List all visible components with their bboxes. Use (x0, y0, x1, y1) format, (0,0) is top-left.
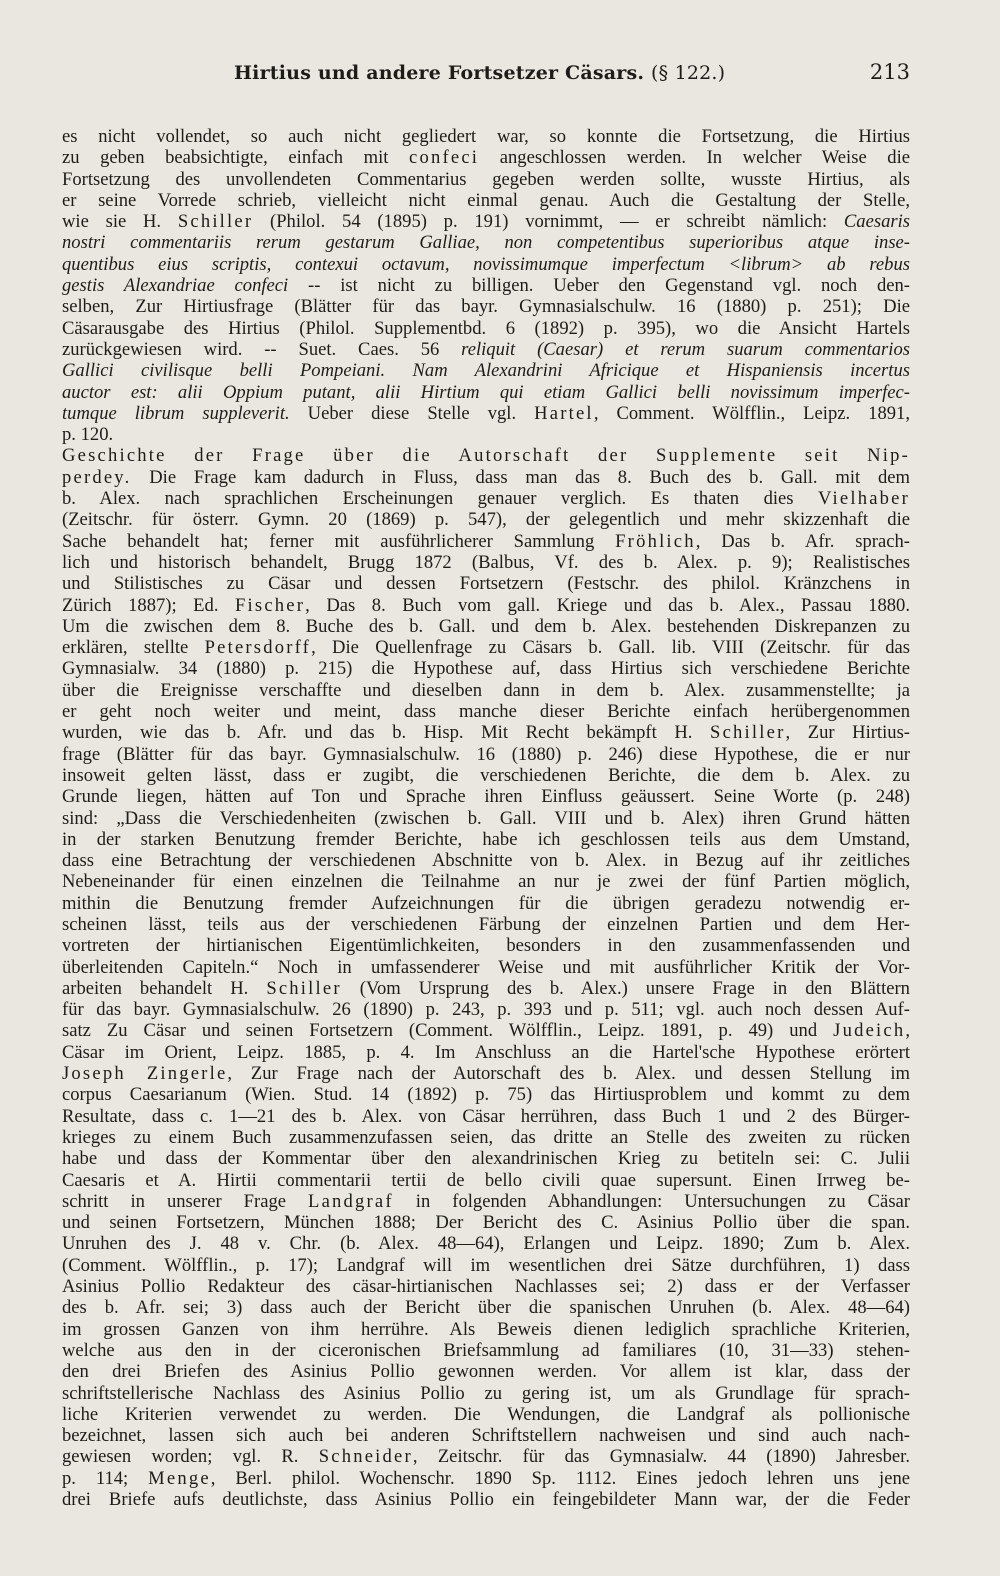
italic-text: nostri commentariis rerum gestarum Galliae, non competentibus superioribus atque inse- (62, 232, 910, 254)
text-segment: Cäsarausgabe des Hirtius (Philol. Supplementbd. 6 (1892) p. 395), wo die Ansicht Hartels (62, 317, 910, 339)
text-segment: lich und historisch behandelt, Brugg 1872 (Balbus, Vf. des b. Alex. p. 9); Realistisches (62, 551, 910, 573)
text-segment: welche aus den in der ciceronischen Briefsammlung ad familiares (10, 31—33) stehen- (62, 1339, 910, 1361)
text-line (62, 232, 910, 253)
text-line (62, 1170, 910, 1191)
text-line (62, 445, 910, 466)
text-line (62, 1148, 910, 1169)
text-segment: , Zur Hirtius- (785, 722, 910, 744)
text-segment: und Stilistisches zu Cäsar und dessen Fortsetzern (Festschr. des philol. Kränzchens in (62, 573, 910, 595)
text-segment: p. 114; (62, 1467, 149, 1489)
text-line (62, 360, 910, 381)
text-line (62, 808, 910, 829)
text-line (62, 680, 910, 701)
text-line (62, 147, 910, 168)
text-segment: Fortsetzung des unvollendeten Commentarius gegeben werden sollte, wusste Hirtius, als (62, 168, 910, 190)
text-line (62, 552, 910, 573)
text-segment: satz Zu Cäsar und seinen Fortsetzern (Comment. Wölfflin., Leipz. 1891, p. 49) und (62, 1020, 834, 1042)
text-segment: scheinen lässt, teils aus der verschiedenen Färbung der einzelnen Partien und dem Her- (62, 913, 910, 935)
text-line (62, 254, 910, 275)
text-segment: (Comment. Wölfflin., p. 17); Landgraf will im wesentlichen drei Sätze durchführen, 1) dass (62, 1254, 910, 1276)
text-line (62, 765, 910, 786)
spaced-name: Schiller (266, 977, 342, 999)
text-segment: sind: „Dass die Verschiedenheiten (zwischen b. Gall. VIII und b. Alex) ihren Grund hätten (62, 807, 910, 829)
text-segment: schriftstellerische Nachlass des Asinius Pollio zu gering ist, um als Grundlage für sprach- (62, 1382, 910, 1404)
text-segment: es nicht vollendet, so auch nicht gegliedert war, so konnte die Fortsetzung, die Hirtius (62, 126, 910, 147)
text-line (62, 1255, 910, 1276)
italic-text: Gallici civilisque belli Pompeiani. Nam Alexandrini Africique et Hispaniensis incertus (62, 360, 910, 382)
text-line (62, 1084, 910, 1105)
text-segment: frage (Blätter für das bayr. Gymnasialschulw. 16 (1880) p. 246) diese Hypothese, die er nur (62, 743, 910, 765)
text-segment: Um die zwischen dem 8. Buche des b. Gall. und dem b. Alex. bestehenden Diskrepanzen zu (62, 615, 910, 637)
body-text (62, 126, 910, 1510)
text-segment: bezeichnet, lassen sich auch bei anderen Schriftstellern nachweisen und sind auch nach- (62, 1425, 910, 1447)
spaced-name: Fischer (235, 594, 306, 616)
spaced-name: Schiller (177, 211, 254, 233)
text-line (62, 339, 910, 360)
text-segment: für das bayr. Gymnasialschulw. 26 (1890) p. 243, p. 393 und p. 511; vgl. auch noch dessen Auf- (62, 999, 910, 1021)
text-line (62, 637, 910, 658)
text-segment: im grossen Ganzen von ihm herrühre. Als Beweis dienen lediglich sprachliche Kriterien, (62, 1318, 910, 1340)
text-line (62, 275, 910, 296)
spaced-name: Landgraf (308, 1190, 394, 1212)
spaced-name: Schneider (318, 1446, 413, 1468)
text-line (62, 1297, 910, 1318)
text-segment: Gymnasialw. 34 (1880) p. 215) die Hypothese auf, dass Hirtius sich verschiedene Berichte (62, 658, 910, 680)
text-line (62, 1191, 910, 1212)
text-segment: dass eine Betrachtung der verschiedenen Abschnitte von b. Alex. in Bezug auf ihr zeitliches (62, 850, 910, 872)
text-segment: insoweit gelten lässt, dass er zugibt, die verschiedenen Berichte, die dem b. Alex. zu (62, 764, 910, 786)
text-line (62, 978, 910, 999)
text-segment: (Vom Ursprung des b. Alex.) unsere Frage in den Blättern (341, 977, 910, 999)
text-segment: Grunde liegen, hätten auf Ton und Sprache ihren Einfluss geäussert. Seine Worte (p. 248) (62, 786, 910, 808)
text-line (62, 871, 910, 892)
text-segment: selben, Zur Hirtiusfrage (Blätter für das bayr. Gymnasialschulw. 16 (1880) p. 251); Die (62, 296, 910, 318)
text-line (62, 126, 910, 147)
text-segment: b. Alex. nach sprachlichen Erscheinungen genauer verglich. Es thaten dies (62, 488, 818, 510)
spaced-name: Geschichte der Frage über die Autorschaft der Supplemente seit Nip- (62, 445, 910, 467)
italic-text: quentibus eius scriptis, contexui octavum, novissimumque imperfectum <librum> ab rebus (62, 253, 910, 275)
text-line (62, 1425, 910, 1446)
text-line (62, 1489, 910, 1510)
page-header (66, 62, 910, 92)
italic-text: gestis Alexandriae confeci (62, 275, 289, 297)
text-segment: drei Briefe aufs deutlichste, dass Asinius Pollio ein feingebildeter Mann war, der die Feder (62, 1489, 910, 1510)
text-line (62, 573, 910, 594)
section-reference: (§ 122.) (651, 62, 726, 84)
text-segment: corpus Caesarianum (Wien. Stud. 14 (1892) p. 75) das Hirtiusproblem und kommt zu dem (62, 1084, 910, 1106)
text-line (62, 403, 910, 424)
text-segment: in der starken Benutzung fremder Berichte, habe ich geschlossen teils aus dem Umstand, (62, 828, 910, 850)
text-segment: überleitenden Capiteln.“ Noch in umfassenderer Weise und mit ausführlicher Kritik der Vor- (62, 956, 910, 978)
text-line (62, 1446, 910, 1467)
text-segment: , Berl. philol. Wochenschr. 1890 Sp. 1112. Eines jedoch lehren uns jene (210, 1467, 911, 1489)
spaced-name: Petersdorff (204, 637, 312, 659)
text-segment: zu geben beabsichtigte, einfach mit (62, 147, 410, 169)
text-segment: den drei Briefen des Asinius Pollio gewonnen werden. Vor allem ist klar, dass der (62, 1361, 910, 1383)
spaced-name: Schiller (710, 722, 786, 744)
text-segment: Unruhen des J. 48 v. Chr. (b. Alex. 48—64), Erlangen und Leipz. 1890; Zum b. Alex. (62, 1233, 910, 1255)
text-line (62, 1383, 910, 1404)
italic-text: Caesaris (843, 211, 911, 233)
text-segment: , Das b. Afr. sprach- (695, 530, 910, 552)
text-line (62, 786, 910, 807)
text-line (62, 190, 910, 211)
spaced-name: Hartel (534, 402, 594, 424)
text-segment: , Zeitschr. für das Gymnasialw. 44 (1890) Jahresber. (412, 1446, 910, 1468)
text-line (62, 893, 910, 914)
text-segment: , Das 8. Buch vom gall. Kriege und das b. Alex., Passau 1880. (305, 594, 910, 616)
text-line (62, 169, 910, 190)
text-segment: gewiesen worden; vgl. R. (62, 1446, 319, 1468)
spaced-name: Fröhlich (615, 530, 696, 552)
text-segment: , Die Quellenfrage zu Cäsars b. Gall. lib. VIII (Zeitschr. für das (311, 637, 910, 659)
text-segment: Resultate, dass c. 1—21 des b. Alex. von Cäsar herrühren, dass Buch 1 und 2 des Bürger- (62, 1105, 910, 1127)
text-segment: , (905, 1020, 910, 1042)
text-segment: Nebeneinander für einen einzelnen die Teilnahme an nur je zwei der fünf Partien möglich, (62, 871, 910, 893)
text-line (62, 1042, 910, 1063)
text-line (62, 488, 910, 509)
text-line (62, 1340, 910, 1361)
text-line (62, 1404, 910, 1425)
text-segment: Cäsar im Orient, Leipz. 1885, p. 4. Im Anschluss an die Hartel'sche Hypothese erörtert (62, 1041, 910, 1063)
italic-text: tumque librum suppleverit. (62, 402, 290, 424)
text-line (62, 595, 910, 616)
text-line (62, 1063, 910, 1084)
text-segment: über die Ereignisse verschaffte und dieselben dann in dem b. Alex. zusammenstellte; ja (62, 679, 910, 701)
text-segment: schritt in unserer Frage (62, 1190, 309, 1212)
text-segment: Die Frage kam dadurch in Fluss, dass man das 8. Buch des b. Gall. mit dem (131, 466, 910, 488)
text-line (62, 382, 910, 403)
italic-text: reliquit (Caesar) et rerum suarum commentarios (461, 338, 910, 360)
text-line (62, 658, 910, 679)
text-segment: er geht noch weiter und meint, dass manche dieser Berichte einfach herübergenommen (62, 701, 910, 723)
text-line (62, 211, 910, 232)
text-line (62, 935, 910, 956)
text-segment: (Philol. 54 (1895) p. 191) vornimmt, — er schreibt nämlich: (253, 211, 844, 233)
text-line (62, 531, 910, 552)
text-line (62, 999, 910, 1020)
text-segment: vortreten der hirtianischen Eigentümlichkeiten, besonders in den zusammenfassenden und (62, 935, 910, 957)
text-segment: mithin die Benutzung fremder Aufzeichnungen für die übrigen geradezu notwendig er- (62, 892, 910, 914)
text-segment: erklären, stellte (62, 637, 205, 659)
text-segment: er seine Vorrede schrieb, vielleicht nicht einmal genau. Auch die Gestaltung der Stelle, (62, 189, 910, 211)
text-line (62, 1361, 910, 1382)
text-line (62, 424, 910, 445)
page-number: 213 (869, 60, 910, 84)
text-line (62, 701, 910, 722)
text-segment: zurückgewiesen wird. -- Suet. Caes. 56 (62, 338, 462, 360)
text-segment: Ueber diese Stelle vgl. (289, 402, 535, 424)
spaced-name: Joseph Zingerle (62, 1063, 228, 1085)
text-line (62, 850, 910, 871)
text-segment: habe und dass der Kommentar über den alexandrinischen Krieg zu betiteln sei: C. Julii (62, 1148, 910, 1170)
text-segment: wie sie H. (62, 211, 178, 233)
text-line (62, 1212, 910, 1233)
text-line (62, 296, 910, 317)
text-line (62, 616, 910, 637)
text-segment: , Comment. Wölfflin., Leipz. 1891, (593, 402, 910, 424)
text-line (62, 1127, 910, 1148)
text-segment: in folgenden Abhandlungen: Untersuchungen zu Cäsar (393, 1190, 910, 1212)
text-segment: Zürich 1887); Ed. (62, 594, 236, 616)
text-segment: -- ist nicht zu billigen. Ueber den Gegenstand vgl. noch den- (288, 275, 910, 297)
text-segment: des b. Afr. sei; 3) dass auch der Bericht über die spanischen Unruhen (b. Alex. 48—64) (62, 1297, 910, 1319)
text-line (62, 1106, 910, 1127)
text-segment: p. 120. (62, 424, 114, 446)
text-line (62, 1233, 910, 1254)
spaced-name: confeci (409, 147, 480, 169)
text-segment: Sache behandelt hat; ferner mit ausführlicherer Sammlung (62, 530, 616, 552)
text-line (62, 1319, 910, 1340)
text-line (62, 957, 910, 978)
text-segment: (Zeitschr. für österr. Gymn. 20 (1869) p. 547), der gelegentlich und mehr skizzenhaft die (62, 509, 910, 531)
text-segment: und seinen Fortsetzern, München 1888; Der Bericht des C. Asinius Pollio über die span. (62, 1212, 910, 1234)
text-line (62, 829, 910, 850)
text-segment: Asinius Pollio Redakteur des cäsar-hirtianischen Nachlasses sei; 2) dass er der Verfasser (62, 1276, 910, 1298)
text-segment: Caesaris et A. Hirtii commentarii tertii de bello civili quae supersunt. Einen Irrweg be- (62, 1169, 910, 1191)
text-line (62, 914, 910, 935)
text-segment: arbeiten behandelt H. (62, 977, 267, 999)
text-line (62, 509, 910, 530)
text-segment: wurden, wie das b. Afr. und das b. Hisp. Mit Recht bekämpft H. (62, 722, 711, 744)
text-segment: , Zur Frage nach der Autorschaft des b. Alex. und dessen Stellung im (227, 1063, 910, 1085)
text-segment: liche Kriterien verwendet zu werden. Die Wendungen, die Landgraf als pollionische (62, 1403, 910, 1425)
running-head-title: Hirtius und andere Fortsetzer Cäsars. (234, 62, 645, 84)
spaced-name: Judeich (833, 1020, 906, 1042)
spaced-name: perdey. (62, 466, 132, 488)
text-line (62, 1020, 910, 1041)
text-line (62, 318, 910, 339)
spaced-name: Menge (148, 1467, 211, 1489)
text-line (62, 722, 910, 743)
spaced-name: Vielhaber (818, 488, 910, 510)
text-line (62, 744, 910, 765)
text-segment: angeschlossen werden. In welcher Weise die (479, 147, 910, 169)
text-line (62, 467, 910, 488)
text-line (62, 1276, 910, 1297)
text-line (62, 1468, 910, 1489)
running-head (234, 62, 725, 84)
italic-text: auctor est: alii Oppium putant, alii Hirtium qui etiam Gallici belli novissimum imperfec- (62, 381, 910, 403)
text-segment: krieges zu einem Buch zusammenzufassen seien, das dritte an Stelle des zweiten zu rücken (62, 1126, 910, 1148)
